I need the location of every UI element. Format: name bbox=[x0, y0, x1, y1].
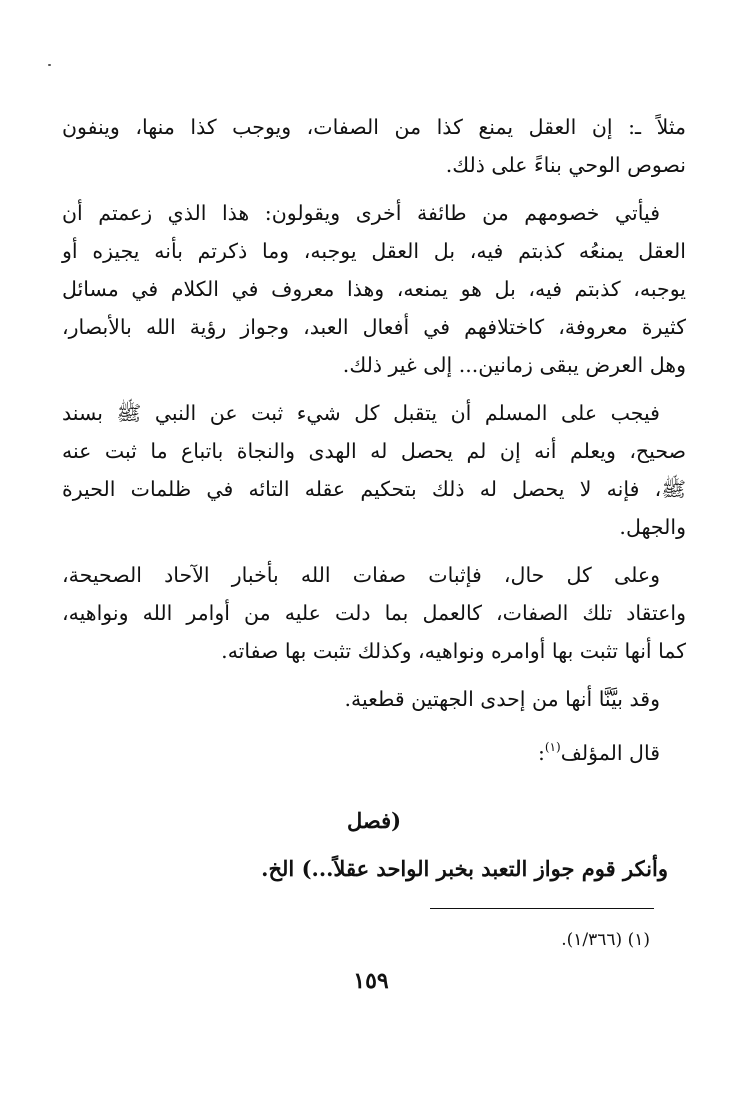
page-number: ١٥٩ bbox=[353, 968, 389, 994]
text-line: والجهل. bbox=[619, 515, 686, 539]
text-line: فيجب على المسلم أن يتقبل كل شيء ثبت عن النبي ﷺ بسند bbox=[62, 401, 660, 425]
text-line: مثلاً ـ: إن العقل يمنع كذا من الصفات، ويوجب كذا منها، وينفون bbox=[62, 115, 686, 139]
text-line: يوجبه، كذبتم فيه، بل هو يمنعه، وهذا معروف في الكلام في مسائل bbox=[62, 277, 686, 301]
footnote-number: (١) bbox=[627, 930, 650, 950]
text-line: كما أنها تثبت بها أوامره ونواهيه، وكذلك تثبت بها صفاته. bbox=[221, 639, 686, 663]
text-line: وعلى كل حال، فإثبات صفات الله بأخبار الآحاد الصحيحة، bbox=[62, 563, 660, 587]
text-line: واعتقاد تلك الصفات، كالعمل بما دلت عليه من أوامر الله ونواهيه، bbox=[62, 601, 686, 625]
footnote-text: (١/٣٦٦). bbox=[561, 930, 623, 950]
author-label: قال المؤلف bbox=[560, 741, 660, 765]
scan-speck bbox=[48, 64, 51, 66]
text-line: العقل يمنعُه كذبتم فيه، بل العقل يوجبه، وما ذكرتم بأنه يجيزه أو bbox=[62, 239, 686, 263]
text-line: صحيح، ويعلم أنه إن لم يحصل له الهدى والنجاة باتباع ما ثبت عنه bbox=[62, 439, 686, 463]
author-colon: : bbox=[537, 741, 545, 765]
author-line bbox=[62, 728, 686, 772]
paragraph-2 bbox=[62, 194, 686, 384]
page-body bbox=[62, 108, 686, 888]
paragraph-4 bbox=[62, 556, 686, 670]
text-line: فيأتي خصومهم من طائفة أخرى ويقولون: هذا الذي زعمتم أن bbox=[62, 201, 660, 225]
section-body: وأنكر قوم جواز التعبد بخبر الواحد عقلاً...) الخ. bbox=[261, 856, 668, 881]
statement-line: وقد بيَّنَّا أنها من إحدى الجهتين قطعية. bbox=[344, 687, 660, 711]
footnote-divider bbox=[430, 908, 654, 909]
paragraph-1 bbox=[62, 108, 686, 184]
text-line: نصوص الوحي بناءً على ذلك. bbox=[445, 153, 686, 177]
footnote-marker[interactable]: (١) bbox=[544, 740, 561, 754]
footnote bbox=[561, 926, 650, 954]
text-line: ﷺ، فإنه لا يحصل له ذلك بتحكيم عقله التائه في ظلمات الحيرة bbox=[62, 477, 686, 501]
text-line: وهل العرض يبقى زمانين... إلى غير ذلك. bbox=[342, 353, 686, 377]
section-title: (فصل bbox=[346, 808, 402, 833]
text-line: كثيرة معروفة، كاختلافهم في أفعال العبد، وجواز رؤية الله بالأبصار، bbox=[62, 315, 686, 339]
paragraph-3 bbox=[62, 394, 686, 546]
